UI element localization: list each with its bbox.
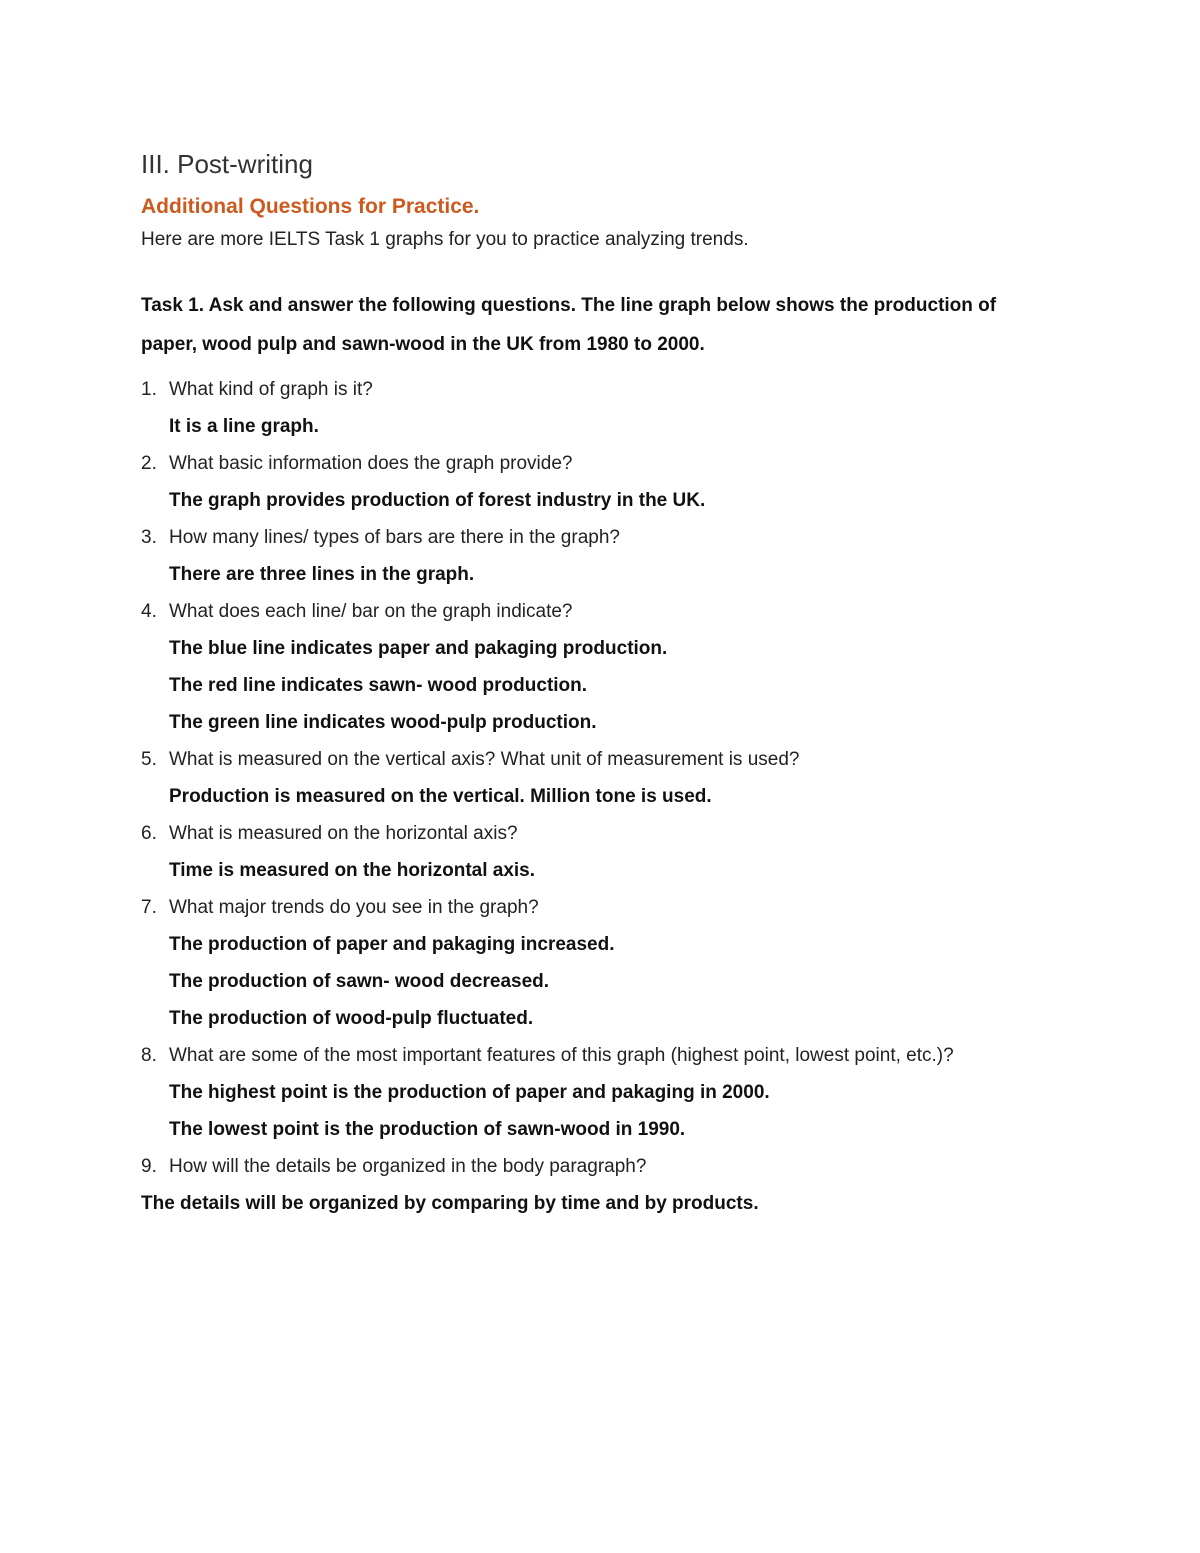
question-number: 8. <box>141 1045 157 1066</box>
answer-text: Production is measured on the vertical. Million tone is used. <box>169 786 712 807</box>
list-item <box>141 741 1021 815</box>
answer-text: The production of sawn- wood decreased. <box>169 971 550 992</box>
question <box>141 1037 1021 1074</box>
question-text: How many lines/ types of bars are there in the graph? <box>169 527 620 548</box>
answer-text: It is a line graph. <box>169 416 319 437</box>
list-item <box>141 371 1021 445</box>
answer-text: The production of wood-pulp fluctuated. <box>169 1008 534 1029</box>
question-text: What is measured on the horizontal axis? <box>169 823 518 844</box>
question-number: 4. <box>141 601 157 622</box>
list-item <box>141 1148 1021 1185</box>
answer-text: Time is measured on the horizontal axis. <box>169 860 536 881</box>
final-answer: The details will be organized by comparing by time and by products. <box>141 1193 759 1214</box>
question-text: What basic information does the graph provide? <box>169 453 573 474</box>
question-text: What are some of the most important features of this graph (highest point, lowest point, etc.)? <box>169 1045 954 1066</box>
question-number: 6. <box>141 823 157 844</box>
question <box>141 889 1021 926</box>
list-item <box>141 889 1021 1037</box>
question <box>141 519 1021 556</box>
question-number: 5. <box>141 749 157 770</box>
question <box>141 445 1021 482</box>
question-number: 2. <box>141 453 157 474</box>
question-number: 3. <box>141 527 157 548</box>
question-text: What does each line/ bar on the graph indicate? <box>169 601 573 622</box>
question-number: 9. <box>141 1156 157 1177</box>
list-item <box>141 593 1021 741</box>
question <box>141 815 1021 852</box>
question <box>141 1148 1021 1185</box>
question <box>141 371 1021 408</box>
answer-text: The lowest point is the production of sawn-wood in 1990. <box>169 1119 686 1140</box>
list-item <box>141 519 1021 593</box>
question-number: 1. <box>141 379 157 400</box>
question <box>141 741 1021 778</box>
answer-text: The red line indicates sawn- wood production. <box>169 675 588 696</box>
list-item <box>141 1037 1021 1148</box>
answer-text: The blue line indicates paper and pakaging production. <box>169 638 668 659</box>
section-heading: III. Post-writing <box>141 149 313 179</box>
question <box>141 593 1021 630</box>
list-item <box>141 445 1021 519</box>
answer-text: The green line indicates wood-pulp production. <box>169 712 597 733</box>
question-text: How will the details be organized in the body paragraph? <box>169 1156 647 1177</box>
sub-heading: Additional Questions for Practice. <box>141 195 480 218</box>
question-number: 7. <box>141 897 157 918</box>
document-page <box>141 146 1021 1222</box>
answer-text: There are three lines in the graph. <box>169 564 475 585</box>
answer-text: The graph provides production of forest industry in the UK. <box>169 490 706 511</box>
question-text: What is measured on the vertical axis? What unit of measurement is used? <box>169 749 800 770</box>
question-list <box>141 371 1021 1185</box>
task-instruction: Task 1. Ask and answer the following questions. The line graph below shows the production of paper, wood pulp and sawn-wood in the UK from 1980 to 2000. <box>141 295 997 355</box>
answer-text: The production of paper and pakaging increased. <box>169 934 615 955</box>
intro-text: Here are more IELTS Task 1 graphs for you to practice analyzing trends. <box>141 229 749 250</box>
question-text: What kind of graph is it? <box>169 379 373 400</box>
answer-text: The highest point is the production of paper and pakaging in 2000. <box>169 1082 770 1103</box>
list-item <box>141 815 1021 889</box>
question-text: What major trends do you see in the graph? <box>169 897 539 918</box>
